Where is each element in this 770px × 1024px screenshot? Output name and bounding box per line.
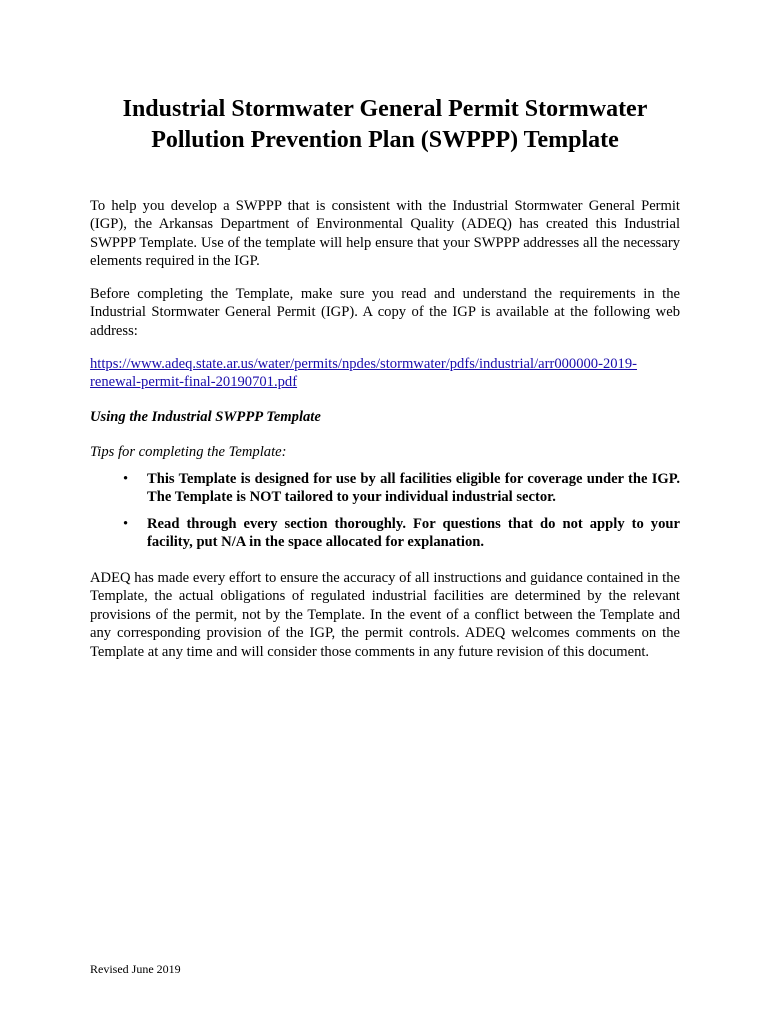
tips-list	[90, 470, 680, 560]
tips-heading: Tips for completing the Template:	[90, 444, 287, 460]
disclaimer-paragraph: ADEQ has made every effort to ensure the accuracy of all instructions and guidance contained in the Template, the actual obligations of regulated industrial facilities are determined by the relevant provisions of the permit, not by the Template. In the event of a conflict between the Template and any corresponding provision of the IGP, the permit controls. ADEQ welcomes comments on the Template at any time and will consider those comments in any future revision of this document.	[90, 570, 680, 660]
permit-link-block	[90, 355, 690, 392]
title-line-1: Industrial Stormwater General Permit Stormwater	[122, 96, 648, 122]
list-item	[90, 470, 680, 507]
section-heading: Using the Industrial SWPPP Template	[90, 409, 321, 425]
permit-link[interactable]	[90, 356, 637, 390]
before-completing-paragraph: Before completing the Template, make sure you read and understand the requirements in the Industrial Stormwater General Permit (IGP). A copy of the IGP is available at the following web address:	[90, 286, 680, 339]
title-line-2: Pollution Prevention Plan (SWPPP) Template	[151, 127, 619, 153]
tip-text: Read through every section thoroughly. For questions that do not apply to your facility, put N/A in the space allocated for explanation.	[147, 515, 680, 551]
bullet-icon: •	[123, 515, 129, 532]
permit-link-line-1: https://www.adeq.state.ar.us/water/permits/npdes/stormwater/pdfs/industrial/arr000000-2019-	[90, 356, 638, 372]
bullet-icon: •	[123, 471, 129, 487]
intro-paragraph: To help you develop a SWPPP that is consistent with the Industrial Stormwater General Permit (IGP), the Arkansas Department of Environmental Quality (ADEQ) has created this Industrial SWPPP Template. Use of the template will help ensure that your SWPPP addresses all the necessary elements required in the IGP.	[90, 198, 680, 270]
document-title	[90, 94, 680, 156]
permit-link-line-2: renewal-permit-final-20190701.pdf	[90, 374, 298, 391]
revision-footer: Revised June 2019	[90, 962, 181, 976]
tip-text: This Template is designed for use by all facilities eligible for coverage under the IGP. The Template is NOT tailored to your individual industrial sector.	[147, 471, 680, 506]
list-item	[90, 515, 680, 552]
